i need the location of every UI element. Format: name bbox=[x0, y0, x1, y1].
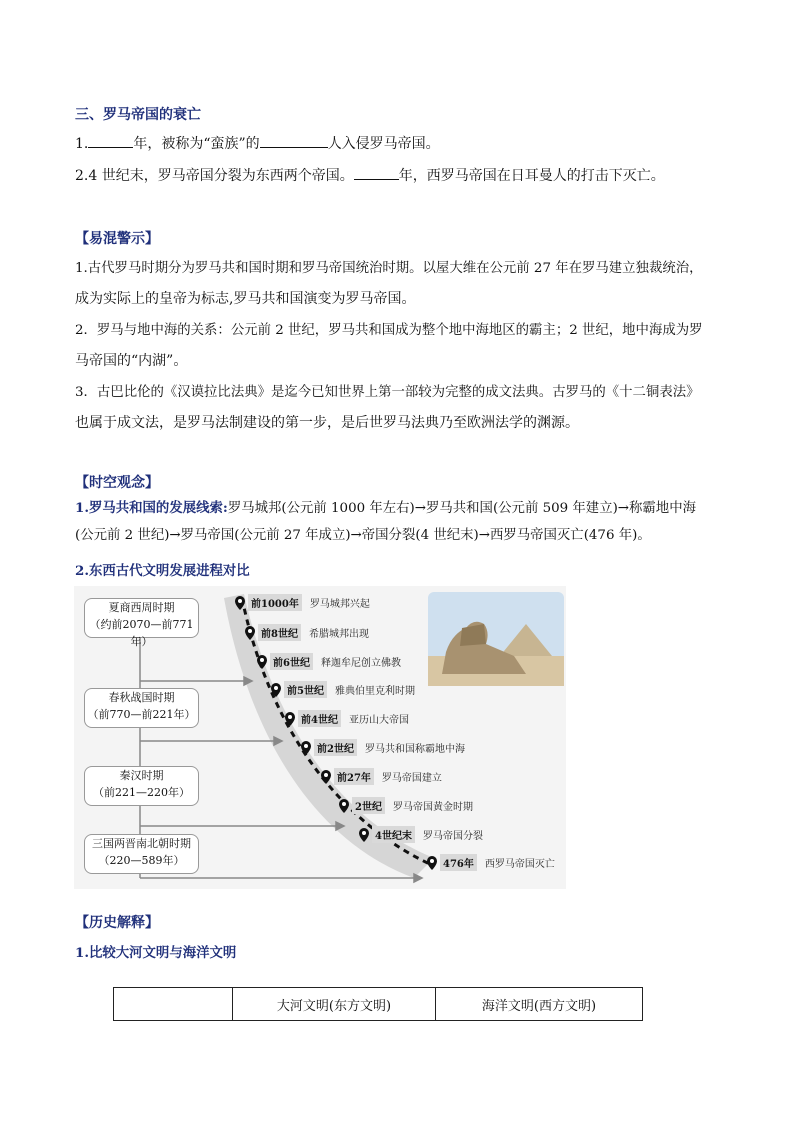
event-text: 希腊城邦出现 bbox=[308, 629, 369, 640]
timeline-event bbox=[244, 624, 369, 641]
question-2 bbox=[75, 165, 665, 186]
map-pin-icon bbox=[358, 828, 370, 842]
answer-blank[interactable] bbox=[260, 133, 328, 148]
history-title: 【历史解释】 bbox=[75, 915, 159, 931]
timeline-event bbox=[234, 594, 370, 611]
event-date: 前27年 bbox=[334, 768, 374, 785]
event-date: 476年 bbox=[440, 854, 477, 871]
map-pin-icon bbox=[244, 626, 256, 640]
event-text: 罗马城邦兴起 bbox=[309, 599, 370, 610]
map-pin-icon bbox=[320, 770, 332, 784]
q2-text-a: 2.4 世纪末，罗马帝国分裂为东西两个帝国。 bbox=[75, 168, 354, 184]
era-box bbox=[84, 834, 199, 874]
map-pin-icon bbox=[270, 683, 282, 697]
spacetime-title: 【时空观念】 bbox=[75, 475, 159, 491]
era-box bbox=[84, 688, 199, 728]
event-text: 雅典伯里克利时期 bbox=[334, 686, 415, 697]
warning-p2-line2: 马帝国的“内湖”。 bbox=[75, 353, 188, 369]
warning-p3-line2: 也属于成文法，是罗马法制建设的第一步，是后世罗马法典乃至欧洲法学的渊源。 bbox=[75, 415, 579, 431]
map-pin-icon bbox=[300, 741, 312, 755]
table-header-cell bbox=[114, 988, 233, 1021]
era-range: （约前2070—前771年） bbox=[89, 618, 194, 648]
event-date: 前1000年 bbox=[248, 594, 302, 611]
answer-blank[interactable] bbox=[88, 133, 133, 148]
timeline-event bbox=[300, 739, 465, 756]
map-pin-icon bbox=[426, 856, 438, 870]
event-date: 前4世纪 bbox=[298, 710, 341, 727]
q2-text-b: 年，西罗马帝国在日耳曼人的打击下灭亡。 bbox=[398, 168, 665, 184]
era-box bbox=[84, 766, 199, 806]
timeline-event bbox=[338, 797, 473, 814]
map-pin-icon bbox=[284, 712, 296, 726]
era-range: （220—589年） bbox=[98, 854, 185, 867]
question-1 bbox=[75, 133, 440, 154]
spacetime-item1 bbox=[75, 498, 696, 519]
era-name: 春秋战国时期 bbox=[108, 691, 175, 704]
spacetime-item1-line2: (公元前 2 世纪)→罗马帝国(公元前 27 年成立)→帝国分裂(4 世纪末)→西罗马帝国灭亡(476 年)。 bbox=[75, 528, 651, 543]
event-text: 罗马共和国称霸地中海 bbox=[364, 744, 465, 755]
warning-p3-line1: 3．古巴比伦的《汉谟拉比法典》是迄今已知世界上第一部较为完整的成文法典。古罗马的《十二铜表法》 bbox=[75, 385, 700, 400]
event-text: 亚历山大帝国 bbox=[348, 715, 409, 726]
q1-text-b: “蛮族”的 bbox=[203, 136, 260, 152]
answer-blank[interactable] bbox=[354, 165, 399, 180]
event-text: 西罗马帝国灭亡 bbox=[484, 859, 555, 870]
sphinx-image bbox=[428, 592, 564, 686]
item1-line1: 罗马城邦(公元前 1000 年左右)→罗马共和国(公元前 509 年建立)→称霸地中海 bbox=[227, 501, 696, 516]
timeline-event bbox=[426, 854, 555, 871]
event-date: 前5世纪 bbox=[284, 681, 327, 698]
table-header-row bbox=[114, 988, 643, 1021]
item1-label: 1.罗马共和国的发展线索: bbox=[75, 500, 228, 516]
table-header-cell: 海洋文明(西方文明) bbox=[436, 988, 643, 1021]
event-text: 罗马帝国建立 bbox=[381, 773, 442, 784]
section-title: 三、罗马帝国的衰亡 bbox=[75, 107, 201, 123]
history-item1: 1.比较大河文明与海洋文明 bbox=[75, 945, 237, 961]
warning-p2-line1: 2．罗马与地中海的关系：公元前 2 世纪，罗马共和国成为整个地中海地区的霸主；2 世纪，地中海成为罗 bbox=[75, 323, 703, 338]
timeline-event bbox=[256, 653, 401, 670]
warning-p1-line2: 成为实际上的皇帝为标志,罗马共和国演变为罗马帝国。 bbox=[75, 291, 416, 307]
era-box bbox=[84, 598, 199, 648]
era-name: 秦汉时期 bbox=[119, 769, 164, 782]
timeline-event bbox=[358, 826, 483, 843]
map-pin-icon bbox=[256, 655, 268, 669]
q1-text-c: 人入侵罗马帝国。 bbox=[327, 136, 440, 152]
comparison-table bbox=[113, 987, 643, 1021]
spacetime-item2-label: 2.东西古代文明发展进程对比 bbox=[75, 563, 250, 579]
timeline-event bbox=[320, 768, 442, 785]
q1-number: 1. bbox=[75, 136, 89, 152]
era-name: 夏商西周时期 bbox=[108, 601, 175, 614]
map-pin-icon bbox=[338, 799, 350, 813]
event-date: 前2世纪 bbox=[314, 739, 357, 756]
event-date: 2世纪 bbox=[352, 797, 385, 814]
event-text: 释迦牟尼创立佛教 bbox=[320, 658, 401, 669]
event-date: 前6世纪 bbox=[270, 653, 313, 670]
warning-title: 【易混警示】 bbox=[75, 231, 159, 247]
era-range: （前770—前221年） bbox=[87, 708, 196, 721]
event-text: 罗马帝国分裂 bbox=[422, 831, 483, 842]
event-text: 罗马帝国黄金时期 bbox=[392, 802, 473, 813]
era-range: （前221—220年） bbox=[93, 786, 190, 799]
warning-p1-line1: 1.古代罗马时期分为罗马共和国时期和罗马帝国统治时期。以屋大维在公元前 27 年在罗马建立独裁统治， bbox=[75, 261, 703, 276]
table-header-cell: 大河文明(东方文明) bbox=[233, 988, 436, 1021]
civilization-timeline-figure bbox=[74, 586, 566, 889]
map-pin-icon bbox=[234, 596, 246, 610]
timeline-event bbox=[270, 681, 415, 698]
q1-text-a: 年，被称为 bbox=[133, 136, 204, 152]
event-date: 4世纪末 bbox=[372, 826, 415, 843]
event-date: 前8世纪 bbox=[258, 624, 301, 641]
era-name: 三国两晋南北朝时期 bbox=[92, 837, 191, 850]
timeline-event bbox=[284, 710, 409, 727]
